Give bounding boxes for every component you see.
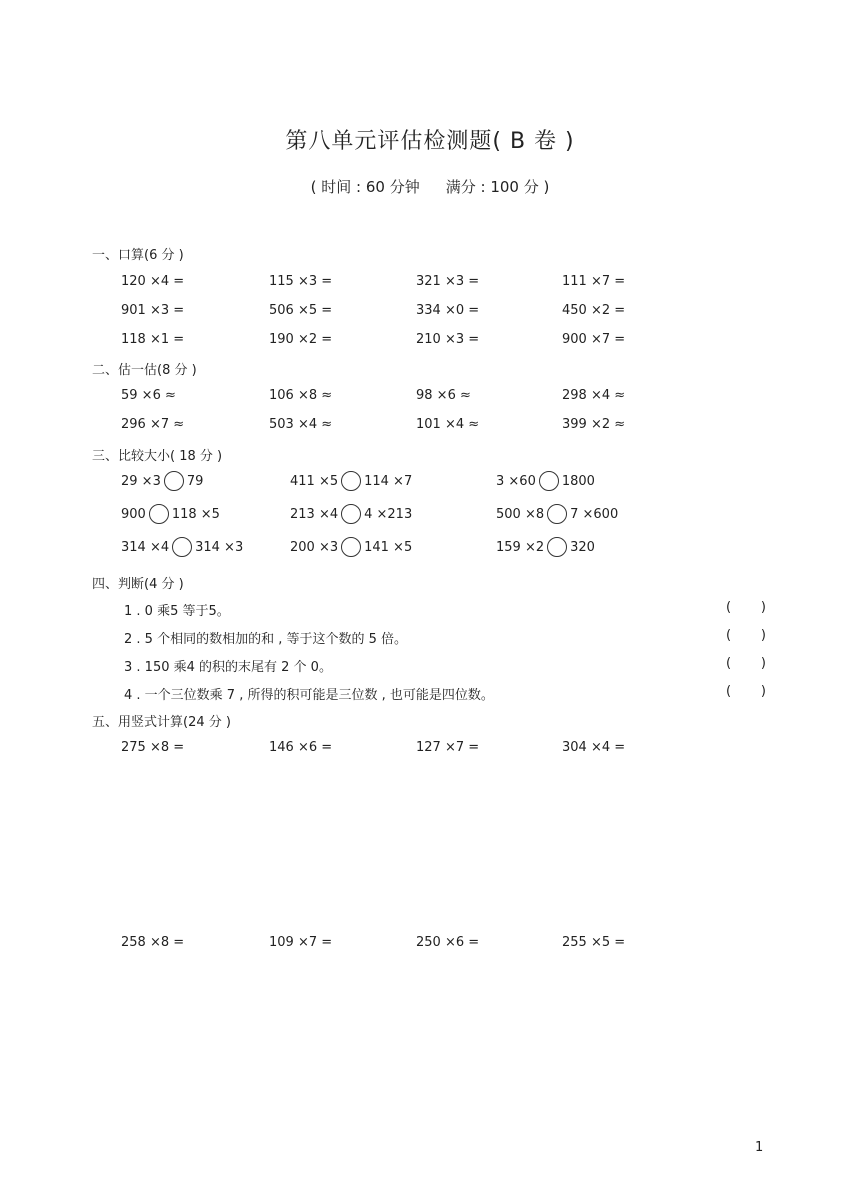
answer-circle[interactable] (539, 471, 559, 491)
comparison-left: 3 ×60 (496, 473, 536, 489)
answer-circle[interactable] (341, 471, 361, 491)
comparison-problem (290, 537, 412, 557)
full-score: 满分 : 100 分 ) (445, 178, 550, 196)
comparison-left: 900 (121, 506, 146, 522)
paren-open: ( (726, 656, 732, 671)
vertical-calc-problem: 275 ×8 = (121, 740, 185, 755)
vertical-calc-problem: 127 ×7 = (416, 740, 480, 755)
comparison-left: 159 ×2 (496, 539, 545, 555)
comparison-problem (121, 504, 220, 524)
estimation-problem: 101 ×4 ≈ (416, 417, 480, 432)
mental-math-problem: 901 ×3 = (121, 303, 185, 318)
paren-close: ) (760, 684, 766, 699)
comparison-right: 314 ×3 (195, 539, 244, 555)
mental-math-problem: 115 ×3 = (269, 274, 333, 289)
comparison-right: 4 ×213 (364, 506, 413, 522)
vertical-calc-problem: 258 ×8 = (121, 935, 185, 950)
mental-math-problem: 506 ×5 = (269, 303, 333, 318)
comparison-left: 314 ×4 (121, 539, 170, 555)
comparison-problem (121, 537, 243, 557)
mental-math-problem: 118 ×1 = (121, 332, 185, 347)
section-heading: 五、用竖式计算(24 分 ) (92, 715, 231, 730)
section-heading: 四、判断(4 分 ) (92, 577, 184, 592)
page-number: 1 (755, 1140, 764, 1155)
comparison-right: 114 ×7 (364, 473, 413, 489)
vertical-calc-problem: 304 ×4 = (562, 740, 626, 755)
paren-close: ) (760, 656, 766, 671)
comparison-problem (290, 504, 412, 524)
answer-circle[interactable] (547, 504, 567, 524)
estimation-problem: 59 ×6 ≈ (121, 388, 176, 403)
section-heading: 一、口算(6 分 ) (92, 248, 184, 263)
paren-close: ) (760, 628, 766, 643)
mental-math-problem: 111 ×7 = (562, 274, 626, 289)
estimation-problem: 399 ×2 ≈ (562, 417, 626, 432)
comparison-left: 411 ×5 (290, 473, 339, 489)
comparison-problem (496, 471, 595, 491)
section-heading: 三、比较大小( 18 分 ) (92, 449, 223, 464)
estimation-problem: 98 ×6 ≈ (416, 388, 471, 403)
paren-open: ( (726, 684, 732, 699)
vertical-calc-problem: 255 ×5 = (562, 935, 626, 950)
comparison-problem (290, 471, 412, 491)
comparison-right: 79 (186, 473, 204, 489)
comparison-right: 1800 (561, 473, 595, 489)
vertical-calc-problem: 250 ×6 = (416, 935, 480, 950)
answer-circle[interactable] (172, 537, 192, 557)
answer-blank[interactable] (726, 628, 766, 643)
mental-math-problem: 190 ×2 = (269, 332, 333, 347)
vertical-calc-problem: 146 ×6 = (269, 740, 333, 755)
comparison-problem (496, 504, 618, 524)
comparison-left: 29 ×3 (121, 473, 161, 489)
comparison-problem (121, 471, 203, 491)
comparison-left: 200 ×3 (290, 539, 339, 555)
comparison-right: 118 ×5 (171, 506, 220, 522)
answer-circle[interactable] (547, 537, 567, 557)
paren-open: ( (726, 600, 732, 615)
estimation-problem: 298 ×4 ≈ (562, 388, 626, 403)
answer-blank[interactable] (726, 684, 766, 699)
mental-math-problem: 321 ×3 = (416, 274, 480, 289)
paren-close: ) (760, 600, 766, 615)
mental-math-problem: 120 ×4 = (121, 274, 185, 289)
answer-blank[interactable] (726, 600, 766, 615)
vertical-calc-problem: 109 ×7 = (269, 935, 333, 950)
estimation-problem: 503 ×4 ≈ (269, 417, 333, 432)
time-limit: ( 时间 : 60 分钟 (310, 178, 420, 196)
comparison-left: 500 ×8 (496, 506, 545, 522)
judgment-statement: 3 . 150 乘4 的积的末尾有 2 个 0。 (124, 660, 332, 675)
answer-circle[interactable] (149, 504, 169, 524)
mental-math-problem: 900 ×7 = (562, 332, 626, 347)
comparison-right: 7 ×600 (570, 506, 619, 522)
comparison-right: 141 ×5 (364, 539, 413, 555)
answer-circle[interactable] (164, 471, 184, 491)
judgment-statement: 2 . 5 个相同的数相加的和 , 等于这个数的 5 倍。 (124, 632, 408, 647)
judgment-statement: 1 . 0 乘5 等于5。 (124, 604, 230, 619)
mental-math-problem: 450 ×2 = (562, 303, 626, 318)
answer-circle[interactable] (341, 504, 361, 524)
estimation-problem: 106 ×8 ≈ (269, 388, 333, 403)
page-title: 第八单元评估检测题( B 卷 ) (285, 129, 575, 154)
comparison-problem (496, 537, 595, 557)
answer-circle[interactable] (341, 537, 361, 557)
judgment-statement: 4 . 一个三位数乘 7 , 所得的积可能是三位数 , 也可能是四位数。 (124, 688, 494, 703)
exam-info (0, 176, 860, 197)
estimation-problem: 296 ×7 ≈ (121, 417, 185, 432)
comparison-left: 213 ×4 (290, 506, 339, 522)
mental-math-problem: 334 ×0 = (416, 303, 480, 318)
paren-open: ( (726, 628, 732, 643)
section-heading: 二、估一估(8 分 ) (92, 363, 197, 378)
mental-math-problem: 210 ×3 = (416, 332, 480, 347)
comparison-right: 320 (570, 539, 595, 555)
answer-blank[interactable] (726, 656, 766, 671)
